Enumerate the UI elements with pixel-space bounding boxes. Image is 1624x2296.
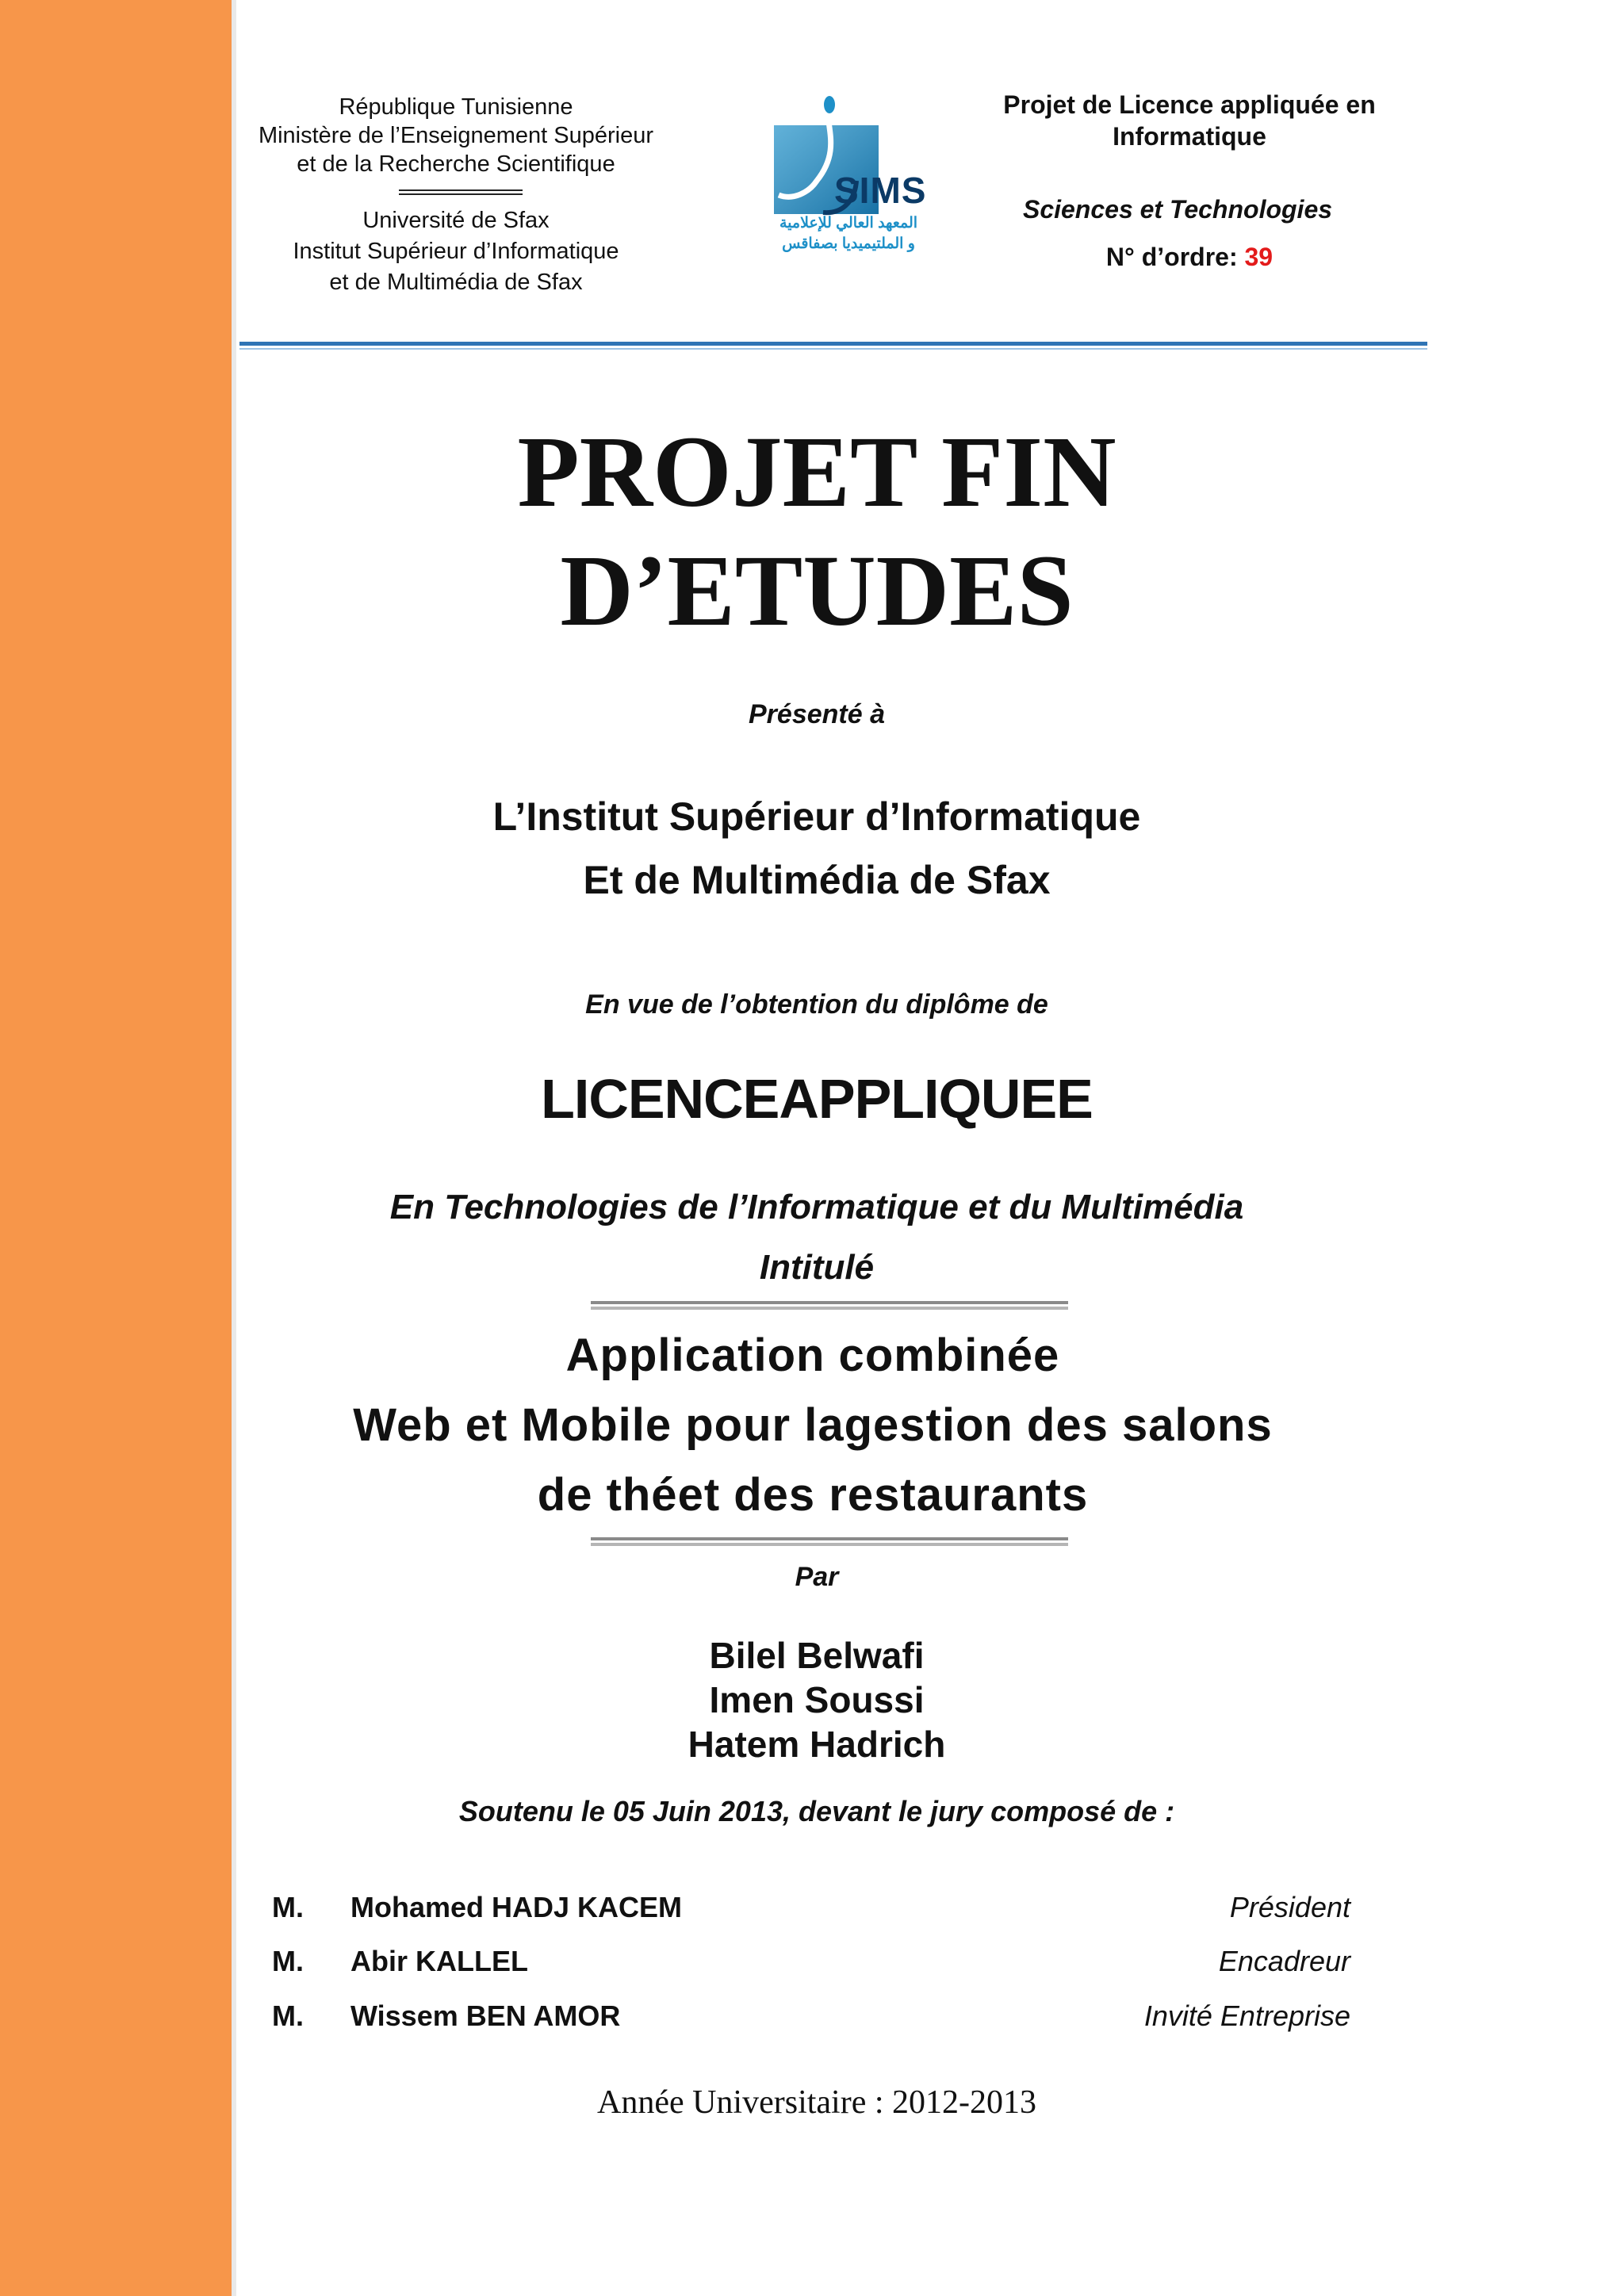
title-rule-top — [591, 1301, 1068, 1304]
jury-row-3 — [272, 1999, 1350, 2034]
jury-row-2 — [272, 1944, 1350, 1979]
defense-line: Soutenu le 05 Juin 2013, devant le jury composé de : — [458, 1795, 1175, 1827]
degree-name: LICENCEAPPLIQUEE — [541, 1068, 1093, 1130]
author-2: Imen Soussi — [709, 1679, 925, 1720]
in-view-of: En vue de l’obtention du diplôme de — [585, 989, 1048, 1020]
jury-role: Invité Entreprise — [1143, 1999, 1350, 2032]
orange-side-band — [0, 0, 232, 2296]
author-1: Bilel Belwafi — [709, 1635, 925, 1676]
institute-name: Institut Supérieur d’Informatique — [293, 239, 619, 264]
ministry-name: Ministère de l’Enseignement Supérieur — [258, 123, 654, 148]
institute-line-2: Et de Multimédia de Sfax — [583, 858, 1051, 902]
jury-role: Président — [1229, 1891, 1350, 1923]
header-blue-rule — [239, 342, 1427, 346]
titled-label: Intitulé — [759, 1248, 875, 1287]
header-blue-rule-light — [239, 348, 1427, 350]
institute-line-1: L’Institut Supérieur d’Informatique — [492, 794, 1141, 839]
jury-title: M. — [272, 1891, 304, 1923]
order-number-line — [967, 243, 1411, 272]
logo-arabic-1: المعهد العالي للإعلامية — [779, 215, 918, 232]
ministry-block — [242, 93, 670, 178]
project-title-line-2: Web et Mobile pour lagestion des salons — [353, 1399, 1273, 1451]
authors-list — [500, 1633, 1134, 1766]
project-title-line-1: Application combinée — [565, 1330, 1060, 1381]
project-title-line-3: de théet des restaurants — [537, 1469, 1089, 1521]
by-label: Par — [795, 1562, 839, 1592]
logo-text: SIMS — [834, 170, 927, 211]
specialty: En Technologies de l’Informatique et du Multimédia — [389, 1188, 1244, 1226]
project-type — [967, 89, 1411, 152]
jury-name: Abir KALLEL — [350, 1945, 528, 1977]
jury-title: M. — [272, 1945, 304, 1977]
isims-logo — [769, 94, 928, 264]
band-edge — [232, 0, 236, 2296]
university-name: Université de Sfax — [362, 208, 550, 233]
page-title — [341, 412, 1293, 650]
institute-name-cont: et de Multimédia de Sfax — [329, 270, 583, 295]
title-line-1: PROJET FIN — [517, 415, 1116, 528]
jury-role: Encadreur — [1218, 1945, 1350, 1977]
title-line-2: D’ETUDES — [560, 534, 1074, 647]
project-title — [238, 1321, 1388, 1530]
presented-to: Présenté à — [749, 699, 885, 729]
project-type-line-1: Projet de Licence appliquée en — [1003, 90, 1376, 119]
author-3: Hatem Hadrich — [688, 1724, 946, 1765]
project-type-line-2: Informatique — [1113, 122, 1266, 151]
university-block — [242, 205, 670, 298]
logo-arabic-2: و الملتيميديا بصفاقس — [782, 235, 915, 252]
title-rule-bottom — [591, 1537, 1068, 1540]
jury-name: Mohamed HADJ KACEM — [350, 1891, 683, 1923]
jury-title: M. — [272, 1999, 304, 2032]
jury-name: Wissem BEN AMOR — [350, 1999, 621, 2032]
order-number: 39 — [1244, 243, 1274, 271]
institute-block — [262, 785, 1372, 912]
field-name: Sciences et Technologies — [1022, 195, 1333, 224]
jury-row-1 — [272, 1890, 1350, 1925]
country-name: République Tunisienne — [339, 94, 573, 120]
ministry-name-cont: et de la Recherche Scientifique — [297, 151, 615, 177]
header-double-rule — [399, 189, 523, 195]
academic-year: Année Universitaire : 2012-2013 — [596, 2084, 1037, 2121]
order-label: N° d’ordre: — [1105, 243, 1245, 271]
